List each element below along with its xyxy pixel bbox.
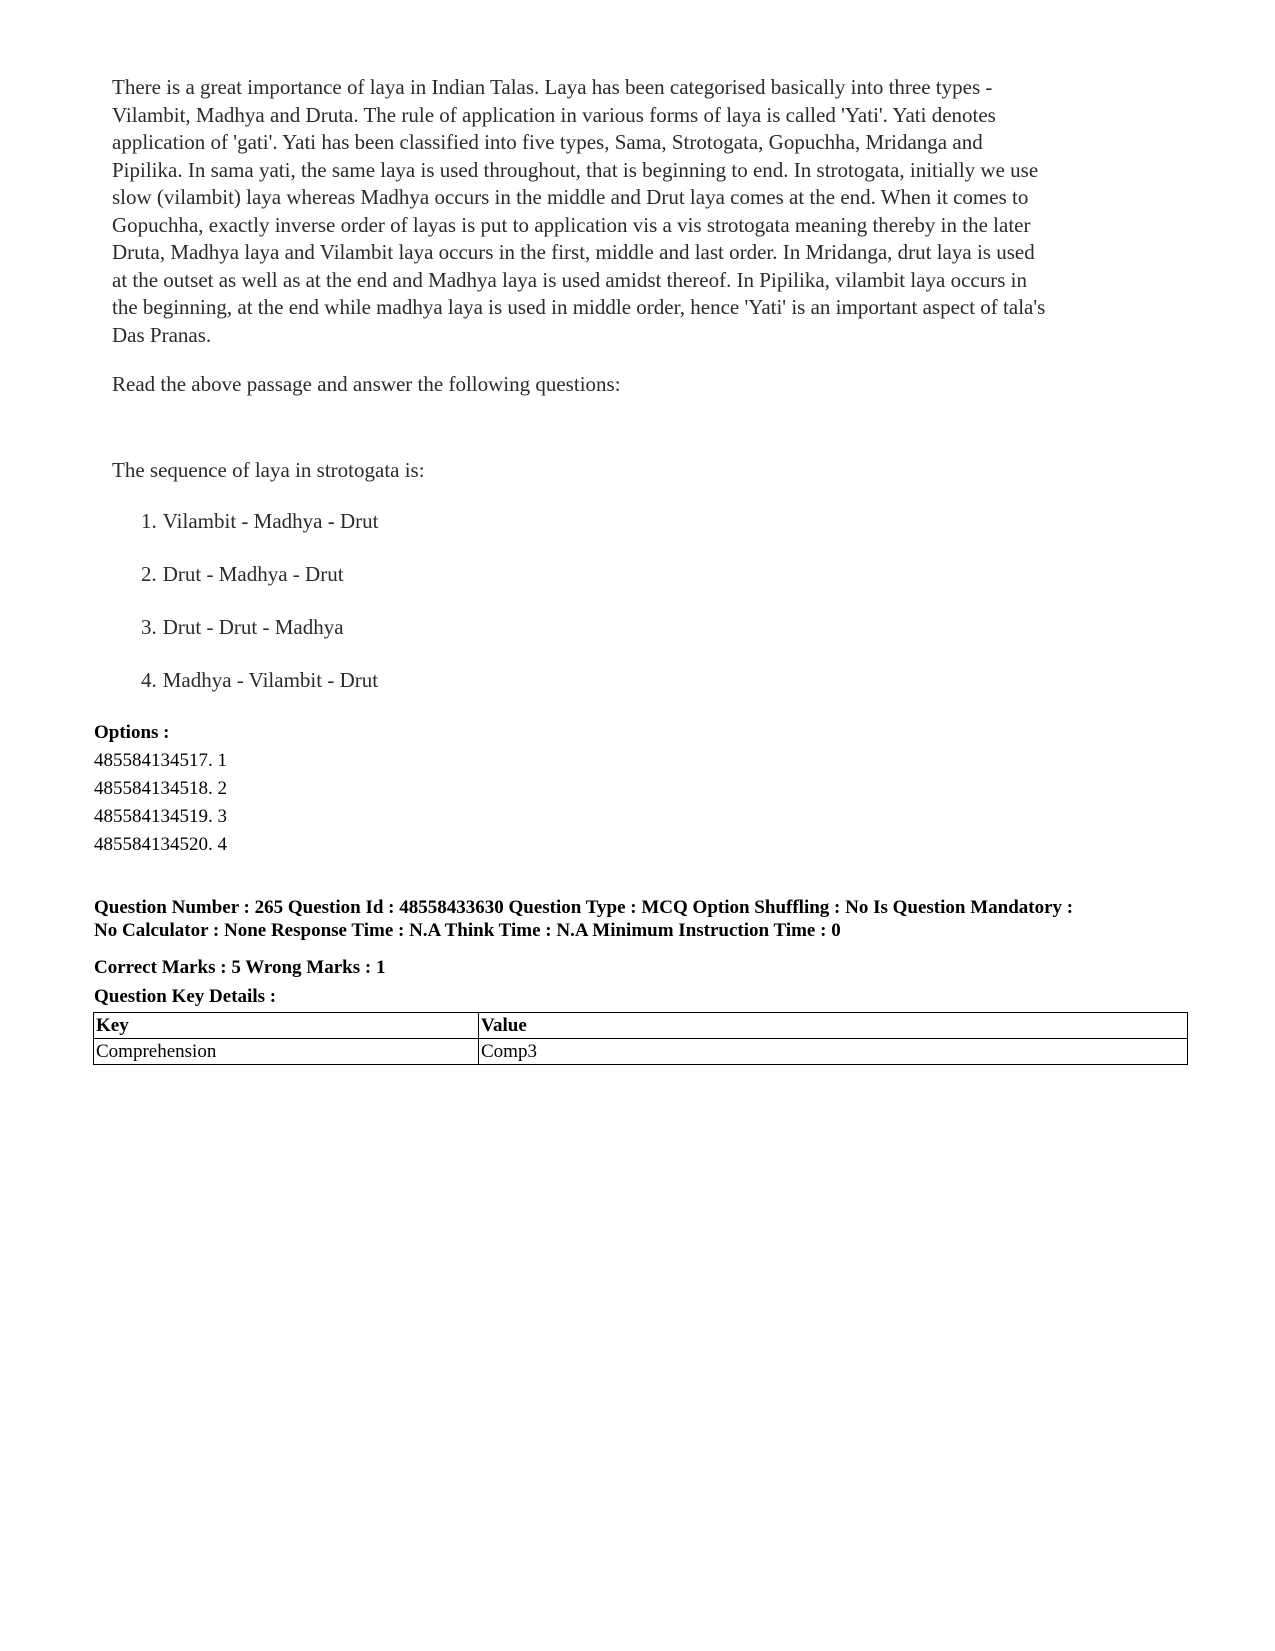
passage-line: Vilambit, Madhya and Druta. The rule of application in various forms of laya is called 'Yati'. Yati denotes bbox=[112, 102, 996, 127]
passage-line: at the outset as well as at the end and Madhya laya is used amidst thereof. In Pipilika, vilambit laya occurs in bbox=[112, 267, 1028, 292]
comprehension-passage bbox=[112, 74, 1172, 349]
question-meta-line: Question Number : 265 Question Id : 48558433630 Question Type : MCQ Option Shuffling : No Is Question Mandatory : bbox=[94, 897, 1074, 918]
passage-line: There is a great importance of laya in Indian Talas. Laya has been categorised basically into three types - bbox=[112, 75, 993, 99]
table-header-value: Value bbox=[479, 1013, 1188, 1039]
question-meta bbox=[94, 896, 1194, 942]
choice-item bbox=[141, 668, 378, 693]
choice-item bbox=[141, 562, 344, 587]
choice-number: 4. bbox=[141, 668, 157, 692]
table-header-row bbox=[94, 1013, 1188, 1039]
passage-instruction: Read the above passage and answer the following questions: bbox=[112, 372, 621, 396]
choice-text: Vilambit - Madhya - Drut bbox=[162, 509, 379, 533]
key-details-heading: Question Key Details : bbox=[94, 986, 277, 1007]
option-line: 485584134520. 4 bbox=[94, 834, 227, 855]
choice-text: Madhya - Vilambit - Drut bbox=[162, 668, 379, 692]
marks-line: Correct Marks : 5 Wrong Marks : 1 bbox=[94, 957, 386, 978]
choice-item bbox=[141, 509, 378, 534]
passage-line: Pipilika. In sama yati, the same laya is used throughout, that is beginning to end. In strotogata, initially we use bbox=[112, 157, 1039, 182]
choice-text: Drut - Madhya - Drut bbox=[162, 562, 344, 586]
table-cell-key: Comprehension bbox=[94, 1039, 479, 1065]
passage-line: application of 'gati'. Yati has been classified into five types, Sama, Strotogata, Gopuchha, Mridanga and bbox=[112, 130, 983, 154]
choice-item bbox=[141, 615, 344, 640]
table-cell-value: Comp3 bbox=[479, 1039, 1188, 1065]
passage-line: Gopuchha, exactly inverse order of layas is put to application vis a vis strotogata meaning thereby in the later bbox=[112, 212, 1031, 237]
choice-number: 3. bbox=[141, 615, 157, 639]
options-heading: Options : bbox=[94, 722, 170, 743]
passage-line: slow (vilambit) laya whereas Madhya occurs in the middle and Drut laya comes at the end. When it comes to bbox=[112, 185, 1029, 209]
table-row bbox=[94, 1039, 1188, 1065]
question-meta-line: No Calculator : None Response Time : N.A Think Time : N.A Minimum Instruction Time : 0 bbox=[94, 920, 841, 941]
question-text: The sequence of laya in strotogata is: bbox=[112, 458, 425, 482]
option-line: 485584134517. 1 bbox=[94, 750, 227, 771]
passage-line: Druta, Madhya laya and Vilambit laya occurs in the first, middle and last order. In Mridanga, drut laya is used bbox=[112, 240, 1035, 264]
choice-number: 1. bbox=[141, 509, 157, 533]
choice-number: 2. bbox=[141, 562, 157, 586]
key-details-table bbox=[93, 1012, 1188, 1065]
passage-line: the beginning, at the end while madhya laya is used in middle order, hence 'Yati' is an important aspect of tala's bbox=[112, 295, 1046, 319]
passage-line: Das Pranas. bbox=[112, 322, 212, 347]
option-line: 485584134519. 3 bbox=[94, 806, 227, 827]
table-header-key: Key bbox=[94, 1013, 479, 1039]
option-line: 485584134518. 2 bbox=[94, 778, 227, 799]
choice-text: Drut - Drut - Madhya bbox=[162, 615, 344, 639]
